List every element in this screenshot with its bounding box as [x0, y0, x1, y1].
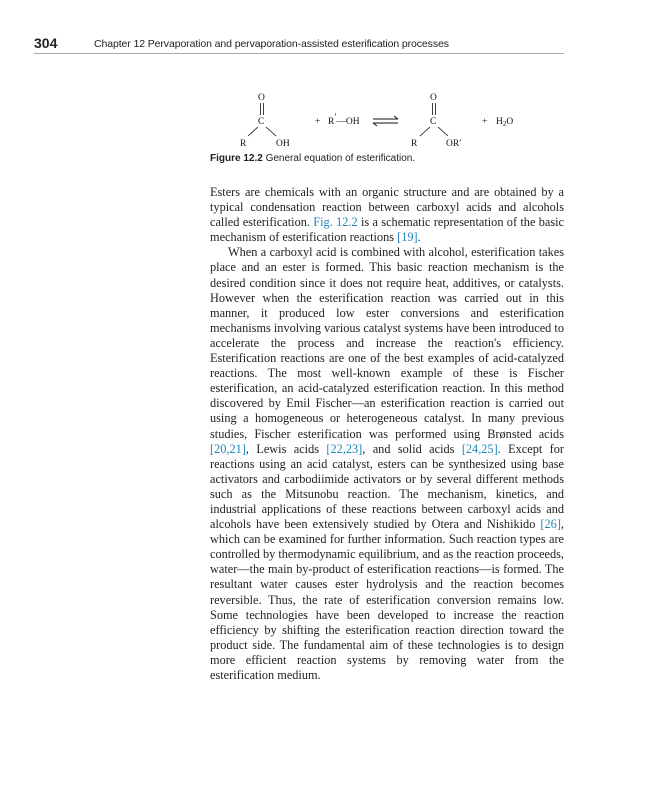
carbonyl-oxygen: O [258, 93, 265, 103]
caption-text: General equation of esterification. [262, 153, 416, 164]
esterification-equation [210, 90, 565, 152]
bond-line [248, 127, 258, 136]
hydroxyl-group: OH [276, 139, 290, 149]
ester-carbon-atom: C [430, 117, 437, 127]
ester-or-group: OR′ [446, 139, 462, 149]
chapter-title: Chapter 12 Pervaporation and pervaporation-assisted esterification processes [94, 38, 449, 50]
plus-sign: + [315, 117, 321, 127]
paragraph-1: Esters are chemicals with an organic structure and are obtained by a typical condensation reaction between carboxyl acids and alcohols called esterification. Fig. 12.2 is a schematic representation of the basic mechanism of esterification reactions [19]. [210, 185, 565, 245]
page-number: 304 [34, 35, 58, 51]
ester-carbonyl-oxygen: O [430, 93, 437, 103]
alcohol-r-group: R′—OH [328, 113, 360, 127]
citation-20-21-link[interactable]: [20,21] [210, 441, 246, 456]
paragraph-2: When a carboxyl acid is combined with alcohol, esterification takes place and an ester is formed. This basic reaction mechanism is the desired condition since it does not require heat, additives, or catalysts. However when the esterification reaction was carried out in this manner, it produced low ester conversions and esterification mechanisms involving various catalyst systems have been introduced to accelerate the process and increase the reaction's efficiency. Esterification reactions are one of the best examples of acid-catalyzed reactions. The most well-known example of these is Fischer esterification, an acid-catalyzed esterification reaction. In this method discovered by Emil Fischer—an esterification reaction is carried out using a homogeneous or heterogeneous catalyst. In many previous studies, Fischer esterification was performed using Brønsted acids [20,21], Lewis acids [22,23], and solid acids [24,25]. Except for reactions using an acid catalyst, esters can be synthesized using base activators and carbodiimide activators or by several different methods such as the Mitsunobu reaction. The mechanism, kinetics, and industrial applications of these reactions between carboxyl acids and alcohols have been extensively studied by Otera and Nishikido [26], which can be examined for further information. Such reaction types are controlled by thermodynamic equilibrium, and as the reaction proceeds, water—the main by-product of esterification reactions—is formed. The resultant water causes ester hydrolysis and the reaction becomes reversible. Thus, the rate of esterification conversion remains low. Some technologies have been developed to increase the reaction efficiency by shifting the esterification reaction direction toward the product side. The fundamental aim of these technologies is to design more efficient reaction systems by removing water from the esterification medium. [210, 245, 564, 682]
r-group: R [240, 139, 247, 149]
running-header [34, 35, 564, 54]
carbon-atom: C [258, 117, 265, 127]
citation-24-25-link[interactable]: [24,25] [461, 441, 498, 456]
figure-caption [210, 153, 415, 164]
citation-22-23-link[interactable]: [22,23] [326, 441, 363, 456]
citation-19-link[interactable]: [19] [397, 230, 418, 245]
bond-line [266, 127, 276, 136]
water-molecule: $H_2O$ [496, 117, 514, 128]
body-text [210, 185, 564, 683]
plus-sign-2: + [482, 117, 488, 127]
figure-label: Figure 12.2 [210, 153, 263, 164]
figure-reference-link[interactable]: Fig. 12.2 [313, 215, 358, 230]
citation-26-link[interactable]: [26] [540, 517, 561, 532]
ester-r-group: R [411, 139, 418, 149]
esterification-figure [210, 90, 565, 152]
